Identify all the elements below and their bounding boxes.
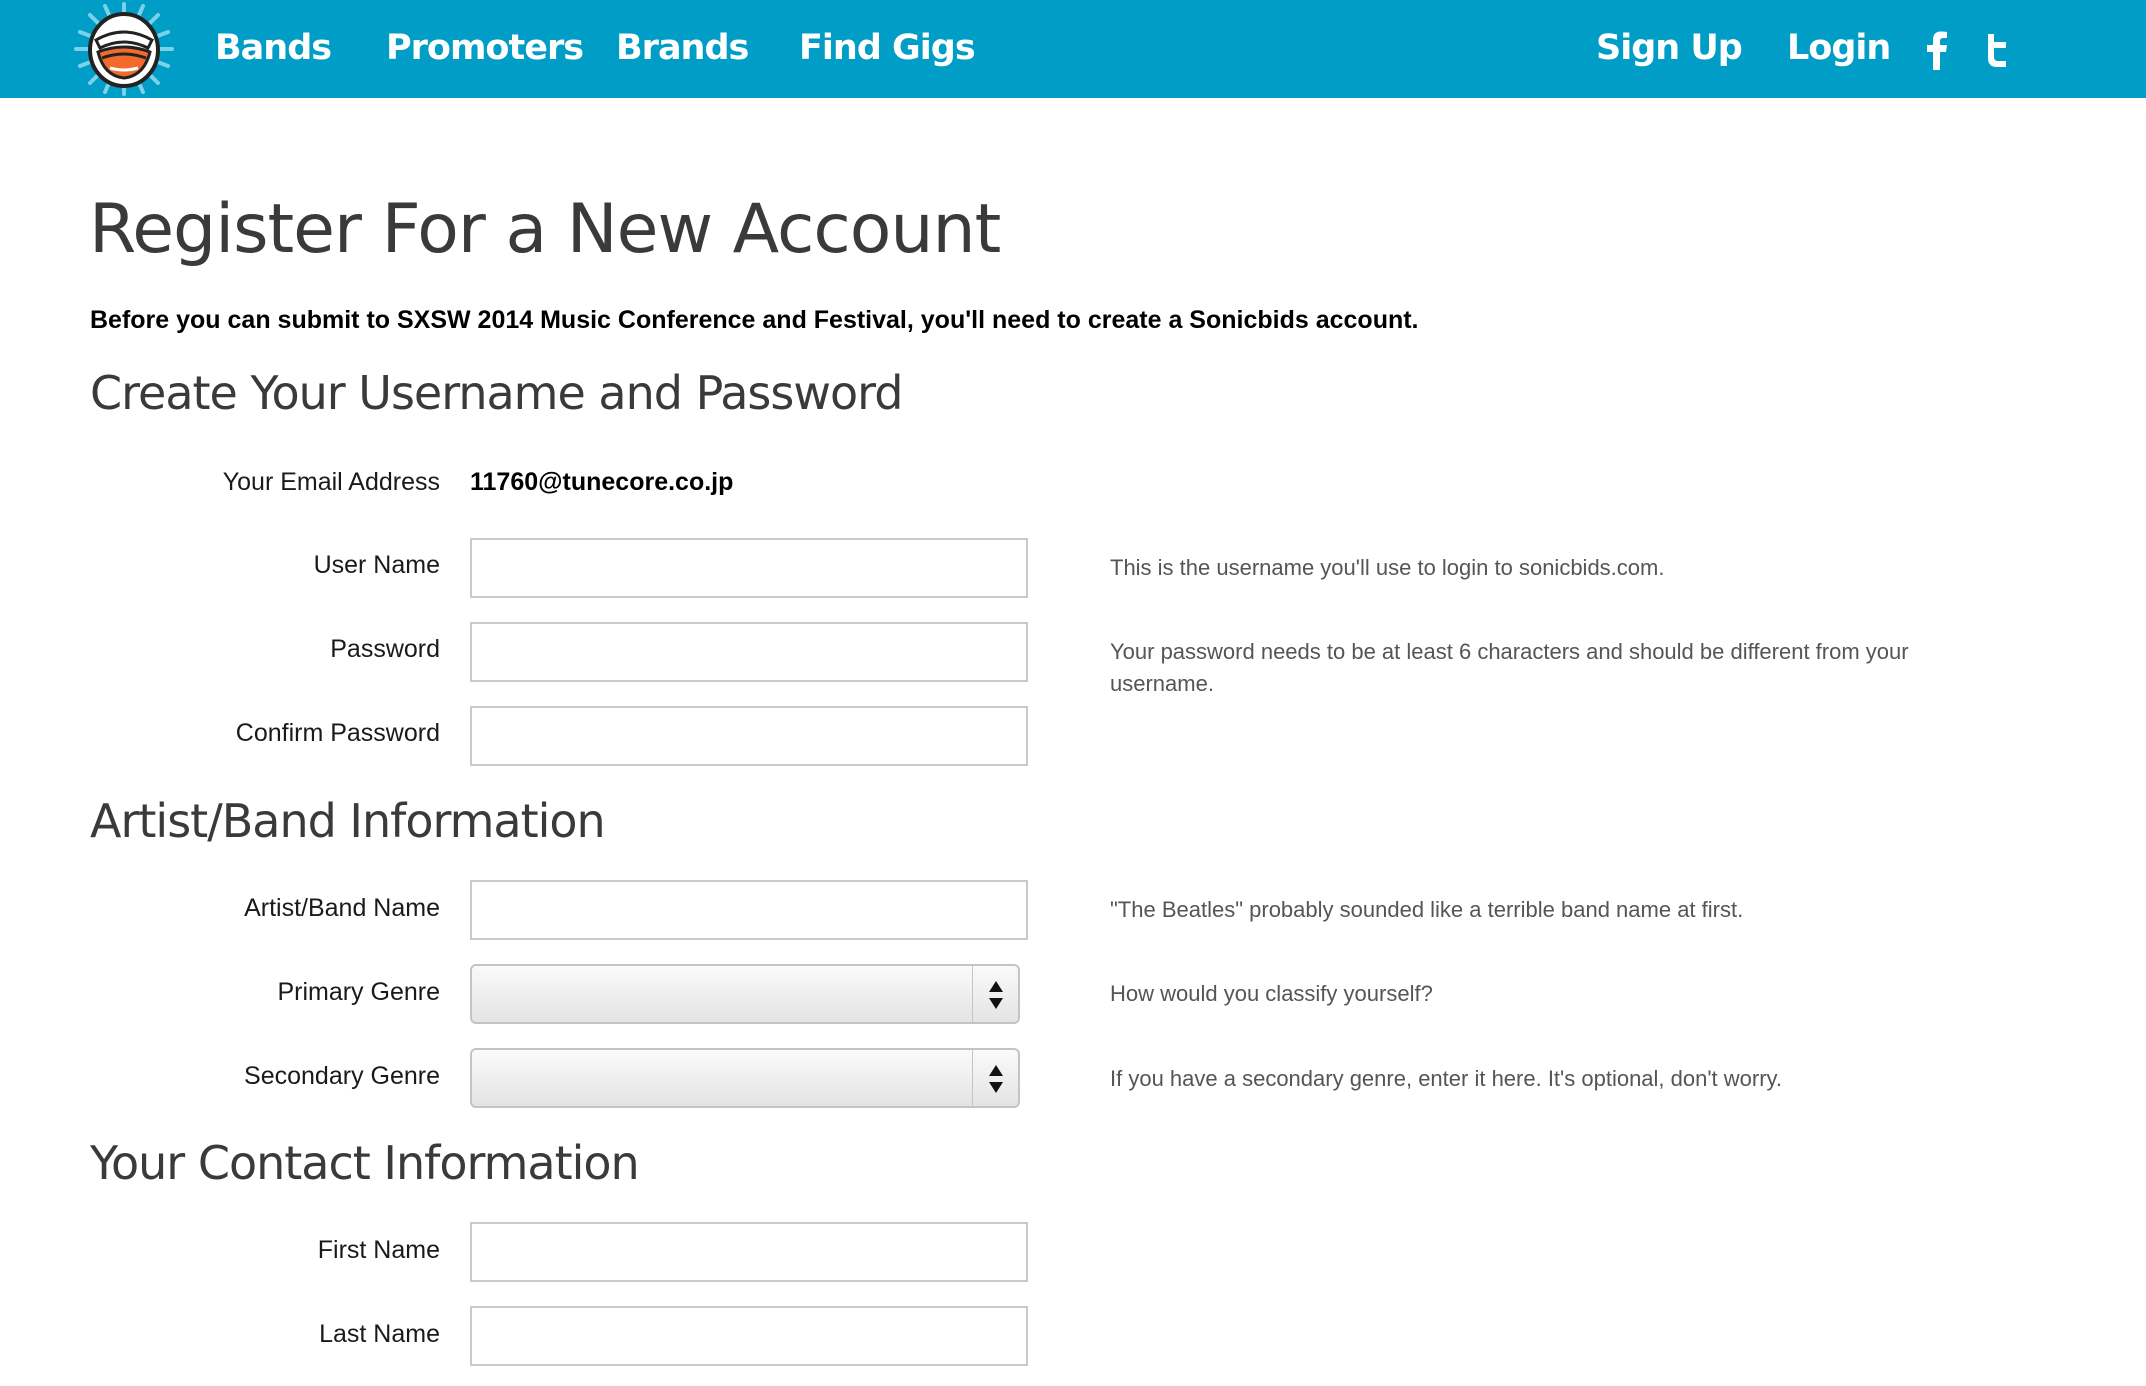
nav-link-brands[interactable]: Brands: [616, 28, 749, 68]
sonicbids-logo[interactable]: [72, 2, 176, 96]
band-name-input[interactable]: [470, 880, 1028, 940]
username-hint: This is the username you'll use to login to sonicbids.com.: [1110, 555, 1665, 580]
top-navigation-bar: [0, 0, 2146, 98]
page-title: Register For a New Account: [89, 190, 1001, 269]
section-heading-account: Create Your Username and Password: [90, 366, 903, 420]
facebook-icon[interactable]: [1920, 28, 1954, 72]
sign-up-link[interactable]: Sign Up: [1596, 28, 1742, 68]
username-input[interactable]: [470, 538, 1028, 598]
first-name-label: First Name: [317, 1236, 440, 1264]
last-name-label: Last Name: [319, 1320, 440, 1348]
nav-link-find-gigs[interactable]: Find Gigs: [799, 28, 975, 68]
band-name-label: Artist/Band Name: [244, 894, 440, 922]
secondary-genre-label: Secondary Genre: [244, 1062, 440, 1090]
primary-genre-label: Primary Genre: [277, 978, 440, 1006]
primary-genre-hint: How would you classify yourself?: [1110, 981, 1433, 1006]
band-name-hint: "The Beatles" probably sounded like a terrible band name at first.: [1110, 897, 1744, 922]
password-label: Password: [330, 635, 440, 663]
primary-genre-select[interactable]: [470, 964, 1020, 1024]
confirm-password-label: Confirm Password: [235, 719, 440, 747]
section-heading-band-info: Artist/Band Information: [90, 794, 605, 848]
email-value: 11760@tunecore.co.jp: [470, 468, 734, 496]
select-arrows-icon: [972, 966, 1018, 1022]
nav-link-promoters[interactable]: Promoters: [386, 28, 584, 68]
password-input[interactable]: [470, 622, 1028, 682]
password-hint: Your password needs to be at least 6 characters and should be different from your username.: [1110, 639, 1909, 696]
email-label: Your Email Address: [222, 468, 440, 496]
twitter-icon[interactable]: [1980, 28, 2014, 72]
login-link[interactable]: Login: [1787, 28, 1891, 68]
confirm-password-input[interactable]: [470, 706, 1028, 766]
username-label: User Name: [313, 551, 440, 579]
section-heading-contact-info: Your Contact Information: [90, 1136, 639, 1190]
nav-link-bands[interactable]: Bands: [215, 28, 332, 68]
secondary-genre-hint: If you have a secondary genre, enter it here. It's optional, don't worry.: [1110, 1066, 1783, 1091]
last-name-input[interactable]: [470, 1306, 1028, 1366]
first-name-input[interactable]: [470, 1222, 1028, 1282]
intro-text: Before you can submit to SXSW 2014 Music Conference and Festival, you'll need to create a Sonicbids account.: [90, 306, 1419, 334]
select-arrows-icon: [972, 1050, 1018, 1106]
secondary-genre-select[interactable]: [470, 1048, 1020, 1108]
